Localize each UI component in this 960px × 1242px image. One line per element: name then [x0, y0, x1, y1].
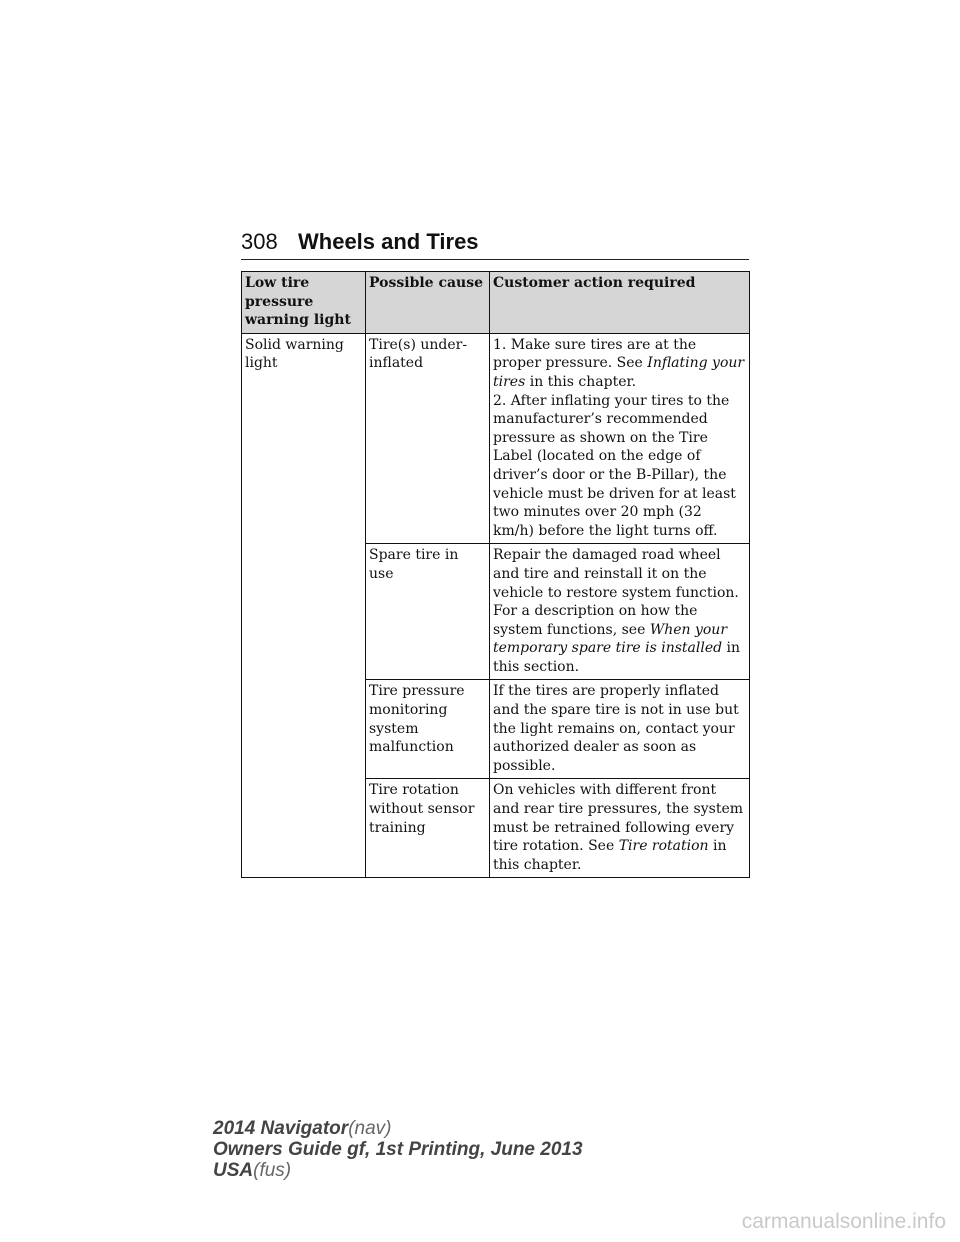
footer-guide: Owners Guide gf, 1st Printing, June 2013: [213, 1139, 583, 1160]
cross-reference: Tire rotation: [618, 838, 709, 855]
column-header-possible-cause: Possible cause: [366, 272, 490, 334]
page-number: 308: [241, 229, 278, 254]
cause-cell: Tire(s) under-inflated: [366, 333, 490, 544]
action-text: On vehicles with different front and rear tire pressures, the system must be retrained following every tire rotation. See: [493, 782, 744, 855]
cause-cell: Spare tire in use: [366, 544, 490, 680]
document-footer: [213, 1118, 583, 1181]
footer-market: USA: [213, 1160, 254, 1181]
cause-cell: Tire pressure monitoring system malfunction: [366, 680, 490, 779]
footer-line-market: [213, 1160, 583, 1181]
action-text: in this chapter.: [525, 373, 637, 390]
column-header-warning-light: Low tire pressure warning light: [242, 272, 366, 334]
action-text: Repair the damaged road wheel and tire and reinstall it on the vehicle to restore system function. For a description on how the system functions, see: [493, 547, 739, 638]
footer-model: 2014 Navigator: [213, 1118, 349, 1139]
footer-market-code: (fus): [253, 1160, 292, 1181]
footer-line-model: [213, 1118, 583, 1139]
page-title: Wheels and Tires: [298, 229, 479, 254]
cross-reference: When your temporary spare tire is installed: [493, 621, 728, 657]
action-cell: If the tires are properly inflated and the spare tire is not in use but the light remains on, contact your authorized dealer as soon as possible.: [490, 680, 750, 779]
action-text: 1. Make sure tires are at the proper pressure. See: [493, 336, 697, 372]
table-header-row: [242, 272, 750, 334]
cause-cell: Tire rotation without sensor training: [366, 779, 490, 878]
action-cell: [490, 544, 750, 680]
action-text: 2. After inflating your tires to the manufacturer’s recommended pressure as shown on the Tire Label (located on the edge of driver’s door or the B-Pillar), the vehicle must be driven for at least two minutes over 20 mph (32 km/h) before the light turns off.: [493, 392, 736, 539]
footer-model-code: (nav): [348, 1118, 392, 1139]
action-cell: [490, 333, 750, 544]
page-header: [241, 229, 749, 259]
table-row: [242, 333, 750, 544]
footer-line-guide: [213, 1139, 583, 1160]
action-text: in this section.: [493, 640, 741, 675]
action-text: in this chapter.: [493, 838, 727, 873]
column-header-customer-action: Customer action required: [490, 272, 750, 334]
watermark: carmanualsonline.info: [741, 1210, 946, 1233]
header-rule: [241, 259, 749, 260]
row-label-solid-warning-light: Solid warning light: [242, 333, 366, 878]
action-cell: [490, 779, 750, 878]
tpms-table: [241, 271, 750, 878]
cross-reference: Inflating your tires: [493, 355, 745, 390]
